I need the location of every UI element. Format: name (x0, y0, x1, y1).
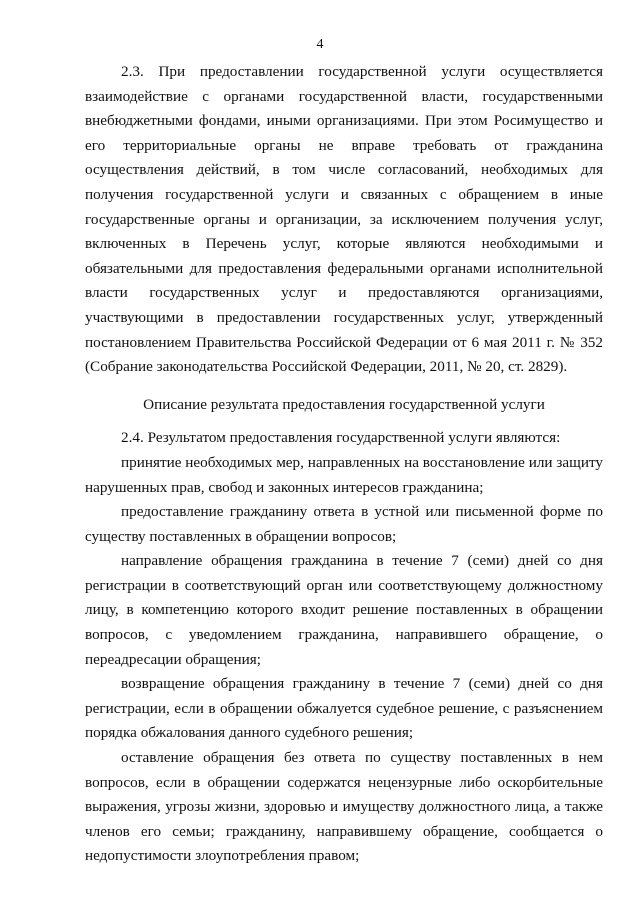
paragraph-2-4: 2.4. Результатом предоставления государственной услуги являются: (121, 429, 561, 447)
result-item-answer: предоставление гражданину ответа в устной или письменной форме по существу поставленных в обращении вопросов; (85, 503, 603, 545)
result-item-no-answer: оставление обращения без ответа по существу поставленных в нем вопросов, если в обращении содержатся нецензурные либо оскорбительные выражения, угрозы жизни, здоровью и имуществу должностного лица, а также членов его семьи; гражданину, направившему обращение, сообщается о недопустимости злоупотребления правом; (85, 749, 603, 865)
result-item-redirect: направление обращения гражданина в течение 7 (семи) дней со дня регистрации в соответствующий орган или соответствующему должностному лицу, в компетенцию которого входит решение поставленных в обращении вопросов, с уведомлением гражданина, направившего обращение, о переадресации обращения; (85, 552, 603, 668)
document-body (85, 60, 603, 869)
paragraph-2-3: 2.3. При предоставлении государственной услуги осуществляется взаимодействие с органами государственной власти, государственными внебюджетными фондами, иными организациями. При этом Росимущество и его территориальные органы не вправе требовать от гражданина осуществления действий, в том числе согласований, необходимых для получения государственной услуги и связанных с обращением в иные государственные органы и организации, за исключением получения услуг, включенных в Перечень услуг, которые являются необходимыми и обязательными для предоставления федеральными органами исполнительной власти государственных услуг и предоставляются организациями, участвующими в предоставлении государственных услуг, утвержденный постановлением Правительства Российской Федерации от 6 мая 2011 г. № 352 (Собрание законодательства Российской Федерации, 2011, № 20, ст. 2829). (85, 63, 603, 376)
page-number: 4 (316, 37, 324, 52)
section-heading: Описание результата предоставления государственной услуги (143, 395, 545, 413)
result-item-measures: принятие необходимых мер, направленных на восстановление или защиту нарушенных прав, свобод и законных интересов гражданина; (85, 453, 603, 496)
result-item-return: возвращение обращения гражданину в течение 7 (семи) дней со дня регистрации, если в обращении обжалуется судебное решение, с разъяснением порядка обжалования данного судебного решения; (85, 675, 603, 742)
